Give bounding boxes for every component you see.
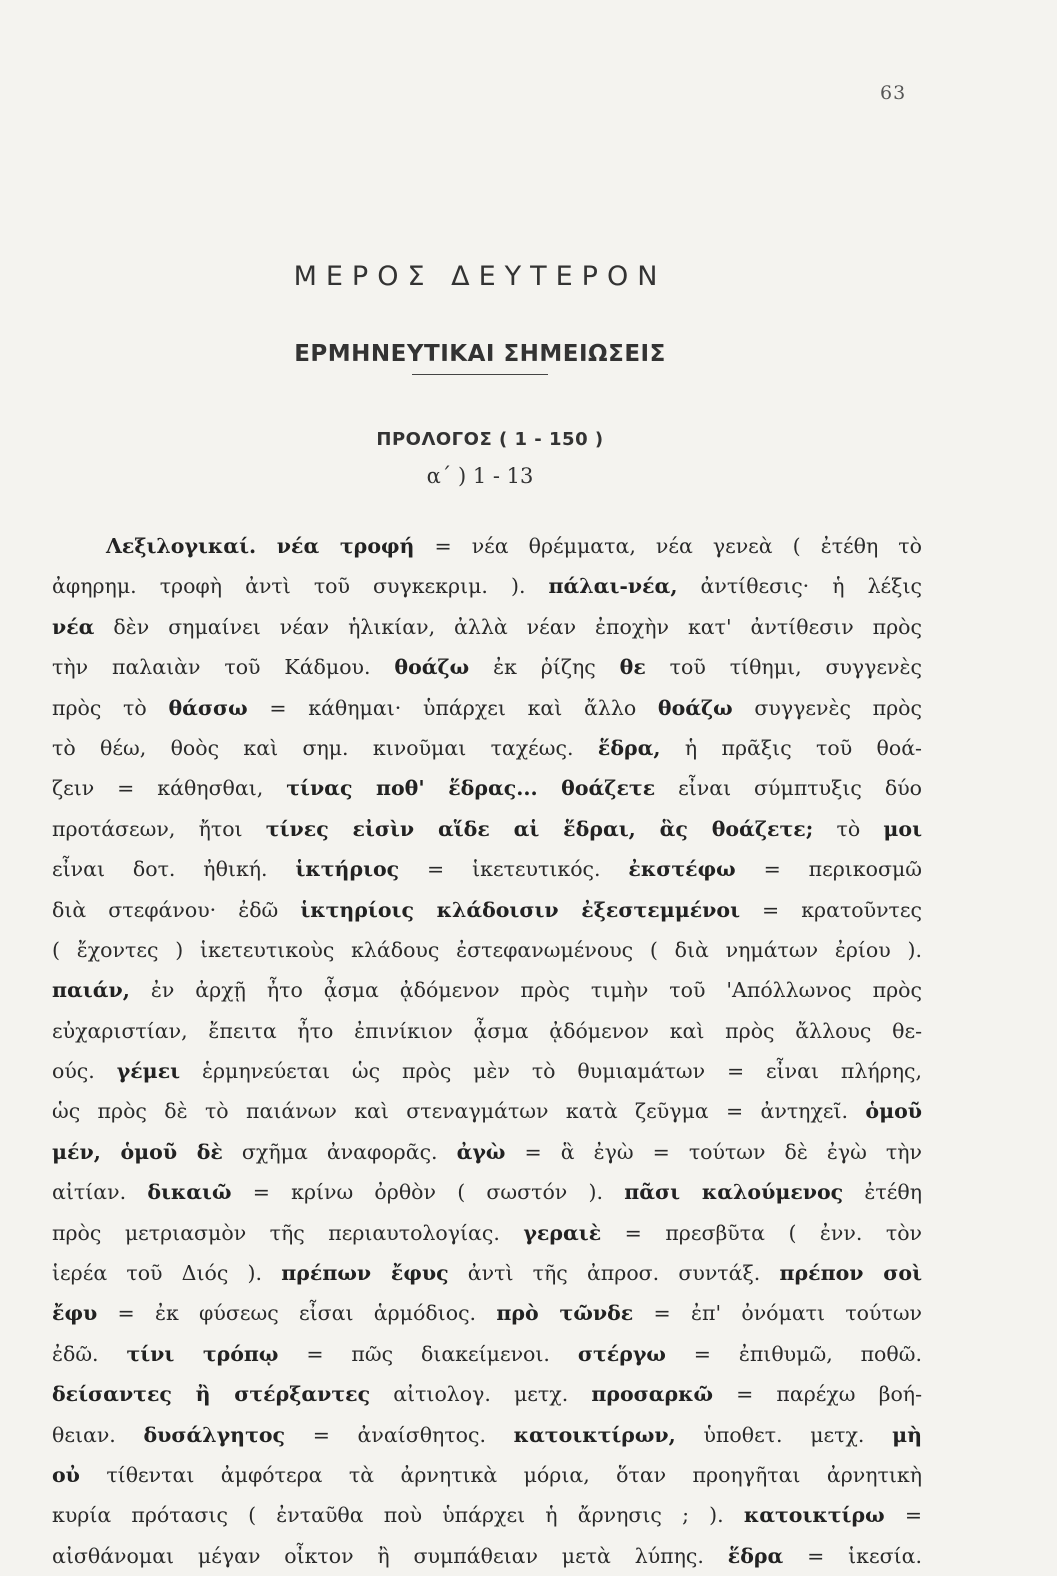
text-segment: τοῦ τίθημι, συγγενὲς — [645, 655, 922, 680]
text-segment: εὐχαριστίαν, ἔπειτα ἦτο ἐπινίκιον ᾆσμα ᾀδόμενον καὶ πρὸς ἄλλους θε- — [52, 1018, 922, 1043]
bold-term: ἀγὼ — [456, 1139, 506, 1164]
bold-term: μέν, ὁμοῦ δὲ — [52, 1139, 223, 1164]
text-segment: ἡ πρᾶξις τοῦ θοά- — [660, 735, 922, 760]
text-segment: ζειν = κάθησθαι, — [52, 776, 287, 801]
bold-term: κατοικτίρων, — [513, 1422, 676, 1447]
body-text — [52, 526, 922, 1576]
bold-term: ἐκστέφω — [628, 857, 736, 882]
subsection-title: ΠΡΟΛΟΓΟΣ ( 1 - 150 ) — [376, 429, 604, 450]
text-segment: σχῆμα ἀναφορᾶς. — [222, 1139, 457, 1164]
text-line — [52, 1415, 922, 1455]
text-segment: ἱερέα τοῦ Διός ). — [52, 1261, 282, 1286]
text-line — [52, 1536, 922, 1576]
text-segment: ἐδῶ. — [52, 1341, 127, 1366]
bold-term: θοάζω — [394, 655, 470, 680]
text-segment: = ἐκ φύσεως εἶσαι ἁρμόδιος. — [97, 1301, 497, 1326]
text-segment: ἀντίθεσις· ἡ λέξις — [677, 574, 922, 599]
text-segment: τίθενται ἀμφότερα τὰ ἀρνητικὰ μόρια, ὅταν προηγῆται ἀρνητικὴ — [79, 1462, 922, 1487]
text-segment: ἀφηρημ. τροφὴ ἀντὶ τοῦ συγκεκριμ. ). — [52, 574, 549, 599]
text-line — [52, 688, 922, 728]
bold-term: πρέπων ἔφυς — [281, 1261, 449, 1286]
bold-term: τίνι τρόπῳ — [126, 1341, 279, 1366]
page-number: 63 — [880, 82, 907, 104]
text-line — [52, 566, 922, 606]
text-line — [52, 1293, 922, 1333]
text-segment: ὑποθετ. μετχ. — [675, 1422, 893, 1447]
text-segment: ἐκ ῥίζης — [469, 655, 620, 680]
text-segment: = ἐπιθυμῶ, ποθῶ. — [665, 1341, 922, 1366]
text-segment: εἶναι δοτ. ἠθική. — [52, 857, 296, 882]
text-line — [52, 1051, 922, 1091]
section-title: ΕΡΜΗΝΕΥΤΙΚΑΙ ΣΗΜΕΙΩΣΕΙΣ — [294, 341, 666, 368]
bold-term: δείσαντες ἢ στέρξαντες — [52, 1382, 371, 1407]
bold-term: οὐ — [52, 1462, 80, 1487]
bold-term: πρέπον σοὶ — [779, 1261, 922, 1286]
text-line — [52, 526, 922, 566]
bold-term: τίνες εἰσὶν αἵδε αἱ ἕδραι, ἃς θοάζετε; — [265, 816, 814, 841]
bold-term: πρὸ τῶνδε — [496, 1301, 634, 1326]
text-segment: = περικοσμῶ — [735, 857, 922, 882]
bold-term: ὁμοῦ — [865, 1099, 922, 1124]
text-line — [52, 849, 922, 889]
bold-term: ἕδρα — [727, 1543, 784, 1568]
bold-term: γεραιὲ — [523, 1220, 602, 1245]
text-segment: ὡς πρὸς δὲ τὸ παιάνων καὶ στεναγμάτων κατὰ ζεῦγμα = ἀντηχεῖ. — [52, 1099, 866, 1124]
text-segment: = ἱκεσία. — [783, 1543, 922, 1568]
text-segment: = κρίνω ὀρθὸν ( σωστόν ). — [231, 1180, 625, 1205]
text-segment: πρὸς τὸ — [52, 695, 169, 720]
bold-term: ἱκτήριος — [295, 857, 400, 882]
text-line — [52, 1334, 922, 1374]
bold-term: θάσσω — [168, 695, 248, 720]
text-segment: ἑρμηνεύεται ὡς πρὸς μὲν τὸ θυμιαμάτων = εἶναι πλήρης, — [180, 1059, 922, 1084]
text-segment: = — [884, 1503, 922, 1528]
text-line — [52, 1455, 922, 1495]
text-line — [52, 728, 922, 768]
text-segment: = κρατοῦντες — [740, 897, 922, 922]
text-segment: αἰσθάνομαι μέγαν οἶκτον ἢ συμπάθειαν μετὰ λύπης. — [52, 1543, 728, 1568]
text-segment: = παρέχω βοή- — [713, 1382, 922, 1407]
text-segment: = κάθημαι· ὑπάρχει καὶ ἄλλο — [247, 695, 658, 720]
text-segment: = ἃ ἐγὼ = τούτων δὲ ἐγὼ τὴν — [505, 1139, 922, 1164]
text-line — [52, 1011, 922, 1051]
text-segment: συγγενὲς πρὸς — [732, 695, 922, 720]
text-line — [52, 768, 922, 808]
text-segment: = ἀναίσθητος. — [285, 1422, 514, 1447]
bold-term: μοι — [883, 816, 922, 841]
text-line — [52, 1213, 922, 1253]
bold-term: ἕδρα, — [597, 735, 661, 760]
text-line — [52, 1253, 922, 1293]
text-segment: = ἱκετευτικός. — [399, 857, 629, 882]
text-segment: = πρεσβῦτα ( ἐνν. τὸν — [601, 1220, 922, 1245]
bold-term: δικαιῶ — [147, 1180, 232, 1205]
text-segment: θειαν. — [52, 1422, 144, 1447]
text-line — [52, 970, 922, 1010]
bold-term: κατοικτίρω — [743, 1503, 885, 1528]
part-title: ΜΕΡΟΣ ΔΕΥΤΕΡΟΝ — [293, 261, 667, 293]
text-line — [52, 1495, 922, 1535]
text-line — [52, 930, 922, 970]
text-segment: ( ἔχοντες ) ἱκετευτικοὺς κλάδους ἐστεφανωμένους ( διὰ νημάτων ἐρίου ). — [52, 937, 922, 962]
text-segment: ἐτέθη — [843, 1180, 922, 1205]
bold-term: ἔφυ — [52, 1301, 98, 1326]
bold-term: θε — [619, 655, 646, 680]
text-segment: τὸ — [813, 816, 884, 841]
text-segment: τὸ θέω, θοὸς καὶ σημ. κινοῦμαι ταχέως. — [52, 735, 598, 760]
text-segment: διὰ στεφάνου· ἐδῶ — [52, 897, 301, 922]
bold-term: νέα — [52, 614, 95, 639]
text-line — [52, 647, 922, 687]
text-line — [52, 607, 922, 647]
bold-term: Λεξιλογικαί. νέα τροφή — [106, 534, 415, 558]
text-segment: πρὸς μετριασμὸν τῆς περιαυτολογίας. — [52, 1220, 524, 1245]
subsection-range: α΄ ) 1 - 13 — [426, 464, 534, 488]
text-segment: προτάσεων, ἤτοι — [52, 816, 266, 841]
text-line — [52, 890, 922, 930]
text-segment: δὲν σημαίνει νέαν ἡλικίαν, ἀλλὰ νέαν ἐποχὴν κατ' ἀντίθεσιν πρὸς — [94, 614, 922, 639]
text-segment: ούς. — [52, 1059, 117, 1084]
text-line — [52, 1132, 922, 1172]
text-segment: τὴν παλαιὰν τοῦ Κάδμου. — [52, 655, 395, 680]
text-segment: = νέα θρέμματα, νέα γενεὰ ( ἐτέθη τὸ — [414, 534, 922, 558]
bold-term: ἱκτηρίοις κλάδοισιν ἐξεστεμμένοι — [300, 897, 740, 922]
bold-term: θοάζω — [657, 695, 733, 720]
text-segment: ἐν ἀρχῇ ἦτο ᾆσμα ᾀδόμενον πρὸς τιμὴν τοῦ 'Απόλλωνος πρὸς — [129, 978, 922, 1003]
text-segment: αἰτίαν. — [52, 1180, 148, 1205]
section-divider — [412, 374, 548, 375]
text-line — [52, 1172, 922, 1212]
bold-term: δυσάλγητος — [143, 1422, 286, 1447]
bold-term: τίνας ποθ' ἕδρας... θοάζετε — [286, 776, 656, 801]
text-segment: ἀντὶ τῆς ἀπροσ. συντάξ. — [448, 1261, 780, 1286]
text-segment: = ἐπ' ὀνόματι τούτων — [633, 1301, 922, 1326]
bold-term: γέμει — [116, 1059, 181, 1084]
bold-term: πάλαι-νέα, — [548, 574, 678, 599]
bold-term: πᾶσι καλούμενος — [624, 1180, 844, 1205]
text-line — [52, 1091, 922, 1131]
text-segment: = πῶς διακείμενοι. — [278, 1341, 578, 1366]
text-segment: εἶναι σύμπτυξις δύο — [655, 776, 922, 801]
bold-term: στέργω — [577, 1341, 666, 1366]
text-segment: αἰτιολογ. μετχ. — [370, 1382, 592, 1407]
bold-term: προσαρκῶ — [591, 1382, 714, 1407]
bold-term: παιάν, — [52, 978, 130, 1003]
text-line — [52, 809, 922, 849]
text-segment: κυρία πρότασις ( ἐνταῦθα ποὺ ὑπάρχει ἡ ἄρνησις ; ). — [52, 1503, 744, 1528]
bold-term: μὴ — [892, 1422, 922, 1447]
text-line — [52, 1374, 922, 1414]
